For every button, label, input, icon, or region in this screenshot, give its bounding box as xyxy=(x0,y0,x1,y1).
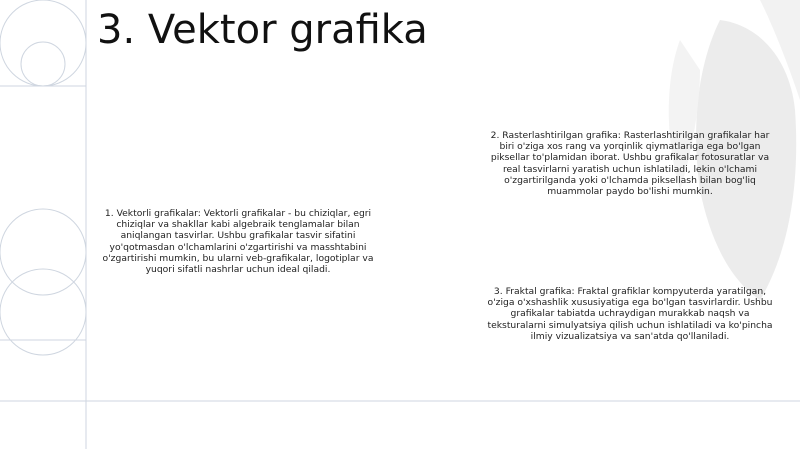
slide-title: 3. Vektor grafika xyxy=(97,7,428,53)
paragraph-raster: 2. Rasterlashtirilgan grafika: Rasterlashtirilgan grafikalar har biri o'ziga xos rang va yorqinlik qiymatlariga ega bo'lgan piksellar to'plamidan iborat. Ushbu grafikalar fotosuratlar va real tasvirlarni yaratish uchun ishlatiladi, lekin o'lchami o'zgartirilganda yoki o'lchamda piksellash bilan bog'liq muammolar paydo bo'lishi mumkin. xyxy=(490,130,770,198)
decorative-circles xyxy=(0,0,86,355)
paragraph-fractal: 3. Fraktal grafika: Fraktal grafiklar kompyuterda yaratilgan, o'ziga o'xshashlik xususiyatiga ega bo'lgan tasvirlardir. Ushbu grafikalar tabiatda uchraydigan murakkab naqsh va teksturalarni simulyatsiya qilish uchun ishlatiladi va ko'pincha ilmiy vizualizatsiya va san'atda qo'llaniladi. xyxy=(487,286,773,342)
paragraph-vector: 1. Vektorli grafikalar: Vektorli grafikalar - bu chiziqlar, egri chiziqlar va shakllar kabi algebraik tenglamalar bilan aniqlangan tasvirlar. Ushbu grafikalar tasvir sifatini yo'qotmasdan o'lchamlarini o'zgartirishi va masshtabini o'zgartirishi mumkin, bu ularni veb-grafikalar, logotiplar va yuqori sifatli nashrlar uchun ideal qiladi. xyxy=(102,208,374,276)
